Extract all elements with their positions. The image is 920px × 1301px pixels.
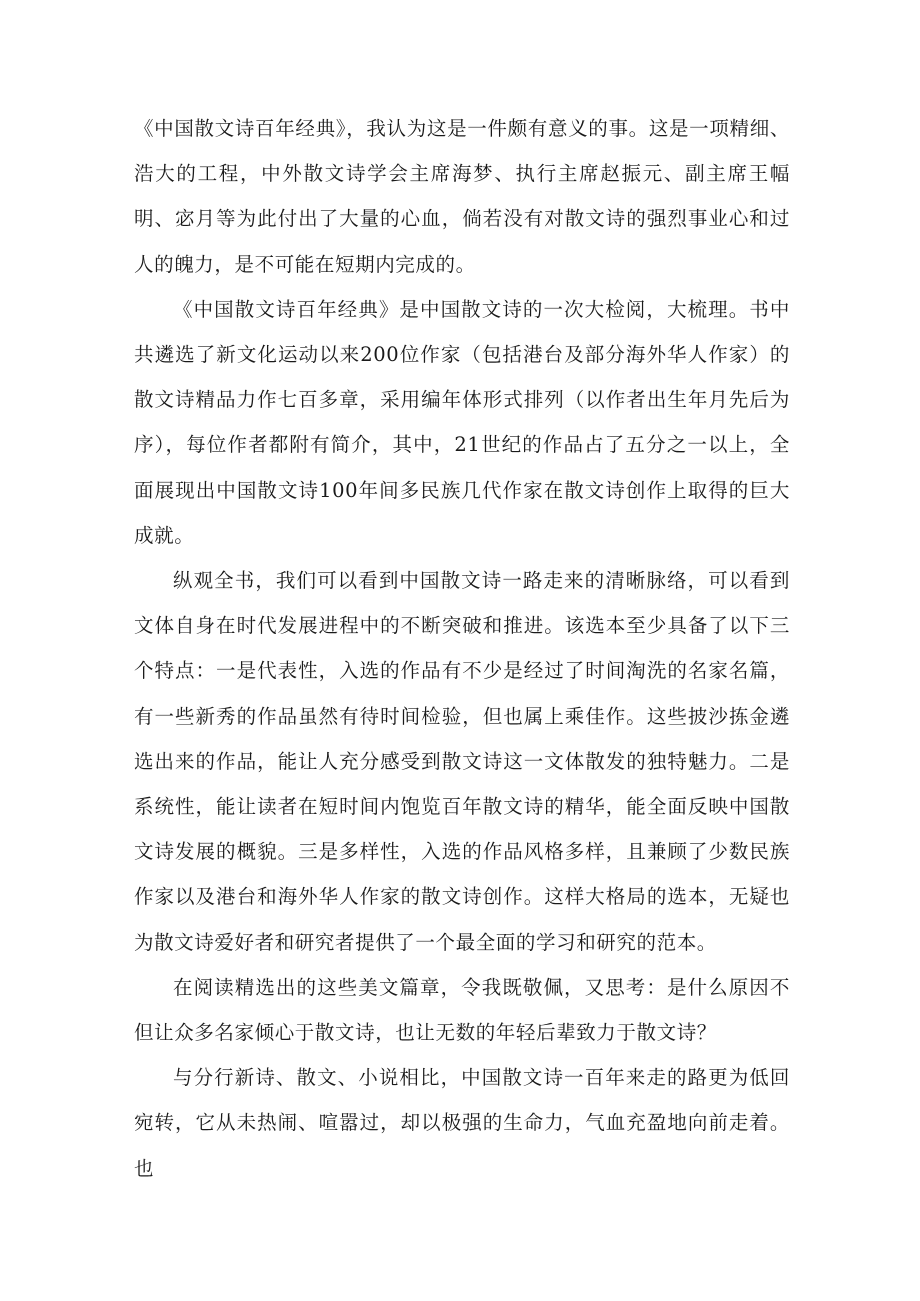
document-body <box>134 106 790 1191</box>
paragraph-1: 《中国散文诗百年经典》，我认为这是一件颇有意义的事。这是一项精细、浩大的工程，中外散文诗学会主席海梦、执行主席赵振元、副主席王幅明、宓月等为此付出了大量的心血，倘若没有对散文诗的强烈事业心和过人的魄力，是不可能在短期内完成的。 <box>134 117 790 276</box>
paragraph-2: 《中国散文诗百年经典》是中国散文诗的一次大检阅，大梳理。书中共遴选了新文化运动以来200位作家（包括港台及部分海外华人作家）的散文诗精品力作七百多章，采用编年体形式排列（以作者出生年月先后为序），每位作者都附有简介，其中，21世纪的作品占了五分之一以上，全面展现出中国散文诗100年间多民族几代作家在散文诗创作上取得的巨大成就。 <box>134 297 790 547</box>
paragraph-5: 与分行新诗、散文、小说相比，中国散文诗一百年来走的路更为低回宛转，它从未热闹、喧嚣过，却以极强的生命力，气血充盈地向前走着。也 <box>134 1066 790 1180</box>
paragraph-4: 在阅读精选出的这些美文篇章，令我既敬佩，又思考：是什么原因不但让众多名家倾心于散文诗，也让无数的年轻后辈致力于散文诗？ <box>134 975 790 1045</box>
paragraph-3: 纵观全书，我们可以看到中国散文诗一路走来的清晰脉络，可以看到文体自身在时代发展进程中的不断突破和推进。该选本至少具备了以下三个特点：一是代表性，入选的作品有不少是经过了时间淘洗的名家名篇，有一些新秀的作品虽然有待时间检验，但也属上乘佳作。这些披沙拣金遴选出来的作品，能让人充分感受到散文诗这一文体散发的独特魅力。二是系统性，能让读者在短时间内饱览百年散文诗的精华，能全面反映中国散文诗发展的概貌。三是多样性，入选的作品风格多样，且兼顾了少数民族作家以及港台和海外华人作家的散文诗创作。这样大格局的选本，无疑也为散文诗爱好者和研究者提供了一个最全面的学习和研究的范本。 <box>134 569 790 954</box>
